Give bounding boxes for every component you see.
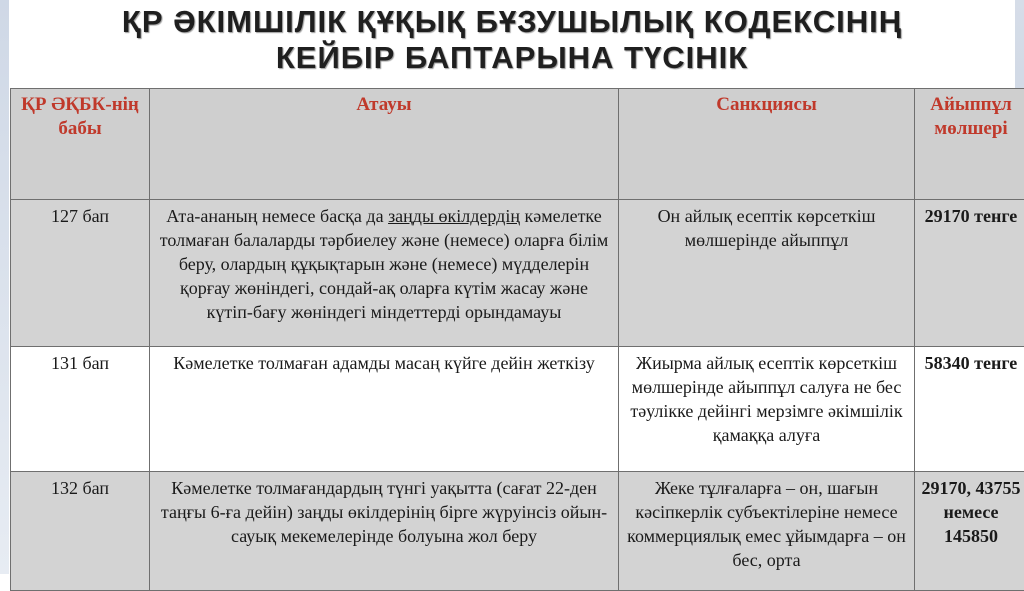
title-band — [9, 0, 1015, 84]
article-name: Кәмелетке толмағандардың түнгі уақытта (сағат 22-ден таңғы 6-ға дейін) заңды өкілдерінің бірге жүруінсіз ойын-сауық мекемелерінде болуына жол беру — [150, 472, 619, 591]
slide-title — [9, 4, 1015, 76]
fine-amount: 29170, 43755 немесе 145850 — [915, 472, 1024, 591]
article-sanction: Он айлық есептік көрсеткіш мөлшерінде айыппұл — [619, 200, 915, 347]
article-name: Кәмелетке толмаған адамды масаң күйге дейін жеткізу — [150, 347, 619, 472]
articles-table — [10, 88, 1024, 591]
article-sanction: Жеке тұлғаларға – он, шағын кәсіпкерлік субъектілеріне немесе коммерциялық емес ұйымдарға – он бес, орта — [619, 472, 915, 591]
header-sanction: Санкциясы — [619, 89, 915, 200]
article-sanction: Жиырма айлық есептік көрсеткіш мөлшерінде айыппұл салуға не бес тәулікке дейінгі мерзімге әкімшілік қамаққа алуға — [619, 347, 915, 472]
table-row — [11, 472, 1024, 591]
article-name — [150, 200, 619, 347]
article-name-part: кәмелетке толмаған балаларды тәрбиелеу және (немесе) оларға білім беру, олардың құқықтарын және (немесе) мүдделерін қорғау жөніндегі, сондай-ақ оларға күтім жасау және күтіп-бағу жөніндегі міндеттерді орындамауы — [160, 206, 609, 322]
table-row — [11, 200, 1024, 347]
article-number: 131 бап — [11, 347, 150, 472]
article-name-part: Ата-ананың немесе басқа да — [166, 206, 388, 226]
fine-amount: 29170 тенге — [915, 200, 1024, 347]
fine-amount: 58340 тенге — [915, 347, 1024, 472]
article-number: 127 бап — [11, 200, 150, 347]
slide-title-line-1: ҚР ӘКІМШІЛІК ҚҰҚЫҚ БҰЗУШЫЛЫҚ КОДЕКСІНІҢ — [9, 4, 1015, 40]
header-article: ҚР ӘҚБК-нің бабы — [11, 89, 150, 200]
left-accent-bar — [0, 0, 9, 574]
header-name: Атауы — [150, 89, 619, 200]
article-number: 132 бап — [11, 472, 150, 591]
table-row — [11, 347, 1024, 472]
article-name-underlined: заңды өкілдердің — [388, 206, 520, 226]
slide-title-line-2: КЕЙБІР БАПТАРЫНА ТҮСІНІК — [9, 40, 1015, 76]
header-fine: Айыппұл мөлшері — [915, 89, 1024, 200]
table-header-row — [11, 89, 1024, 200]
